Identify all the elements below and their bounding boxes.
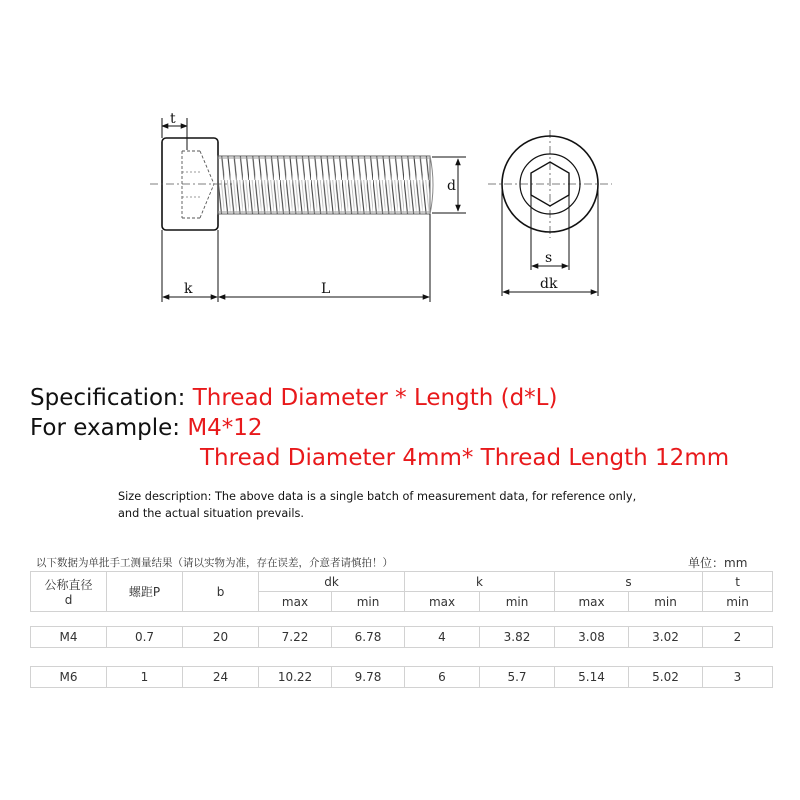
screw-thread [218, 156, 430, 214]
dim-label-L: L [321, 281, 331, 297]
cell-s-max: 3.08 [555, 627, 629, 648]
spec-line-1 [30, 384, 557, 412]
cell-dk-max: 10.22 [259, 667, 332, 688]
dim-label-k: k [184, 281, 193, 297]
header-pitch: 螺距P [107, 572, 183, 612]
spec-table-header [30, 571, 773, 612]
spec-line-2 [30, 414, 263, 442]
header-dk: dk [259, 572, 405, 592]
cell-k-min: 3.82 [480, 627, 555, 648]
cell-k-max: 6 [405, 667, 480, 688]
header-s-min: min [629, 592, 703, 612]
header-k: k [405, 572, 555, 592]
header-nominal-symbol: d [64, 593, 73, 607]
header-k-max: max [405, 592, 480, 612]
dim-label-dk: dk [540, 276, 558, 292]
dim-label-d: d [447, 178, 456, 194]
table-row [31, 667, 773, 688]
note-line-2: and the actual situation prevails. [118, 507, 304, 520]
spec-table-row-m6 [30, 666, 773, 688]
example-label: For example: [30, 415, 188, 441]
cell-b: 24 [183, 667, 259, 688]
cell-s-min: 5.02 [629, 667, 703, 688]
cell-k-max: 4 [405, 627, 480, 648]
header-nominal-diameter [31, 572, 107, 612]
cell-s-max: 5.14 [555, 667, 629, 688]
header-dk-min: min [332, 592, 405, 612]
note-line-1: Size description: The above data is a single batch of measurement data, for reference only, [118, 490, 637, 503]
screw-side-view [150, 111, 466, 302]
header-s: s [555, 572, 703, 592]
cell-b: 20 [183, 627, 259, 648]
cell-d: M4 [31, 627, 107, 648]
header-k-min: min [480, 592, 555, 612]
table-row [31, 627, 773, 648]
size-description-note [118, 488, 636, 522]
header-nominal-text: 公称直径 [44, 578, 93, 592]
header-s-max: max [555, 592, 629, 612]
cell-pitch: 1 [107, 667, 183, 688]
table-unit: 单位：mm [688, 556, 748, 570]
screw-end-view [488, 130, 612, 296]
dim-label-t: t [170, 111, 176, 127]
cell-s-min: 3.02 [629, 627, 703, 648]
spec-value: Thread Diameter * Length (d*L) [192, 385, 558, 411]
example-value: M4*12 [187, 415, 263, 441]
cell-t-min: 2 [703, 627, 773, 648]
screw-technical-drawing [0, 0, 800, 340]
cell-k-min: 5.7 [480, 667, 555, 688]
cell-t-min: 3 [703, 667, 773, 688]
cell-d: M6 [31, 667, 107, 688]
header-t: t [703, 572, 773, 592]
spec-label: Specification: [30, 385, 193, 411]
spec-table-row-m4 [30, 626, 773, 648]
dim-label-s: s [545, 250, 553, 266]
header-dk-max: max [259, 592, 332, 612]
header-b: b [183, 572, 259, 612]
example-description: Thread Diameter 4mm* Thread Length 12mm [200, 445, 730, 471]
cell-pitch: 0.7 [107, 627, 183, 648]
header-t-min: min [703, 592, 773, 612]
cell-dk-min: 6.78 [332, 627, 405, 648]
cell-dk-max: 7.22 [259, 627, 332, 648]
table-caption: 以下数据为单批手工测量结果（请以实物为准，存在误差，介意者请慎拍！） [36, 557, 393, 569]
cell-dk-min: 9.78 [332, 667, 405, 688]
